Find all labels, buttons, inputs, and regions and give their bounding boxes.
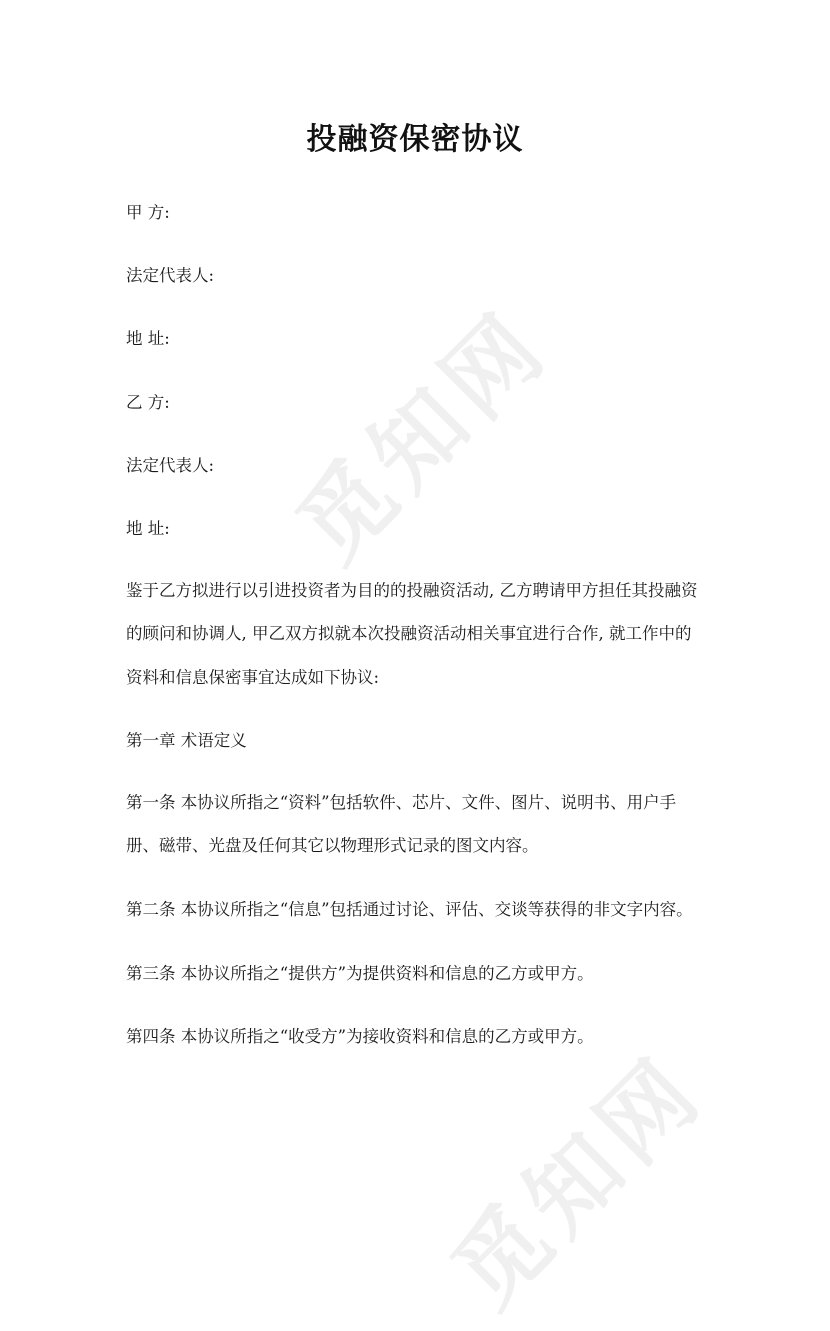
preamble-line-2: 的顾问和协调人, 甲乙双方拟就本次投融资活动相关事宜进行合作, 就工作中的	[126, 624, 692, 643]
document-title: 投融资保密协议	[306, 122, 524, 157]
preamble-line-3: 资料和信息保密事宜达成如下协议:	[126, 668, 380, 687]
article-4: 第四条 本协议所指之“收受方”为接收资料和信息的乙方或甲方。	[126, 1027, 594, 1046]
party-b-label: 乙 方:	[126, 393, 170, 412]
watermark: 觅知网	[432, 1035, 725, 1328]
party-b-representative: 法定代表人:	[126, 456, 215, 475]
article-1-line-2: 册、磁带、光盘及任何其它以物理形式记录的图文内容。	[126, 836, 539, 855]
party-a-representative: 法定代表人:	[126, 266, 215, 285]
article-1-line-1: 第一条 本协议所指之“资料”包括软件、芯片、文件、图片、说明书、用户手	[126, 793, 677, 812]
party-a-label: 甲 方:	[126, 203, 170, 222]
article-2: 第二条 本协议所指之“信息”包括通过讨论、评估、交谈等获得的非文字内容。	[126, 900, 693, 919]
party-a-address: 地 址:	[126, 329, 170, 348]
preamble-line-1: 鉴于乙方拟进行以引进投资者为目的的投融资活动, 乙方聘请甲方担任其投融资	[126, 581, 698, 600]
watermark: 觅知网	[277, 290, 570, 583]
chapter-1-heading: 第一章 术语定义	[126, 731, 247, 750]
article-3: 第三条 本协议所指之“提供方”为提供资料和信息的乙方或甲方。	[126, 964, 594, 983]
party-b-address: 地 址:	[126, 519, 170, 538]
